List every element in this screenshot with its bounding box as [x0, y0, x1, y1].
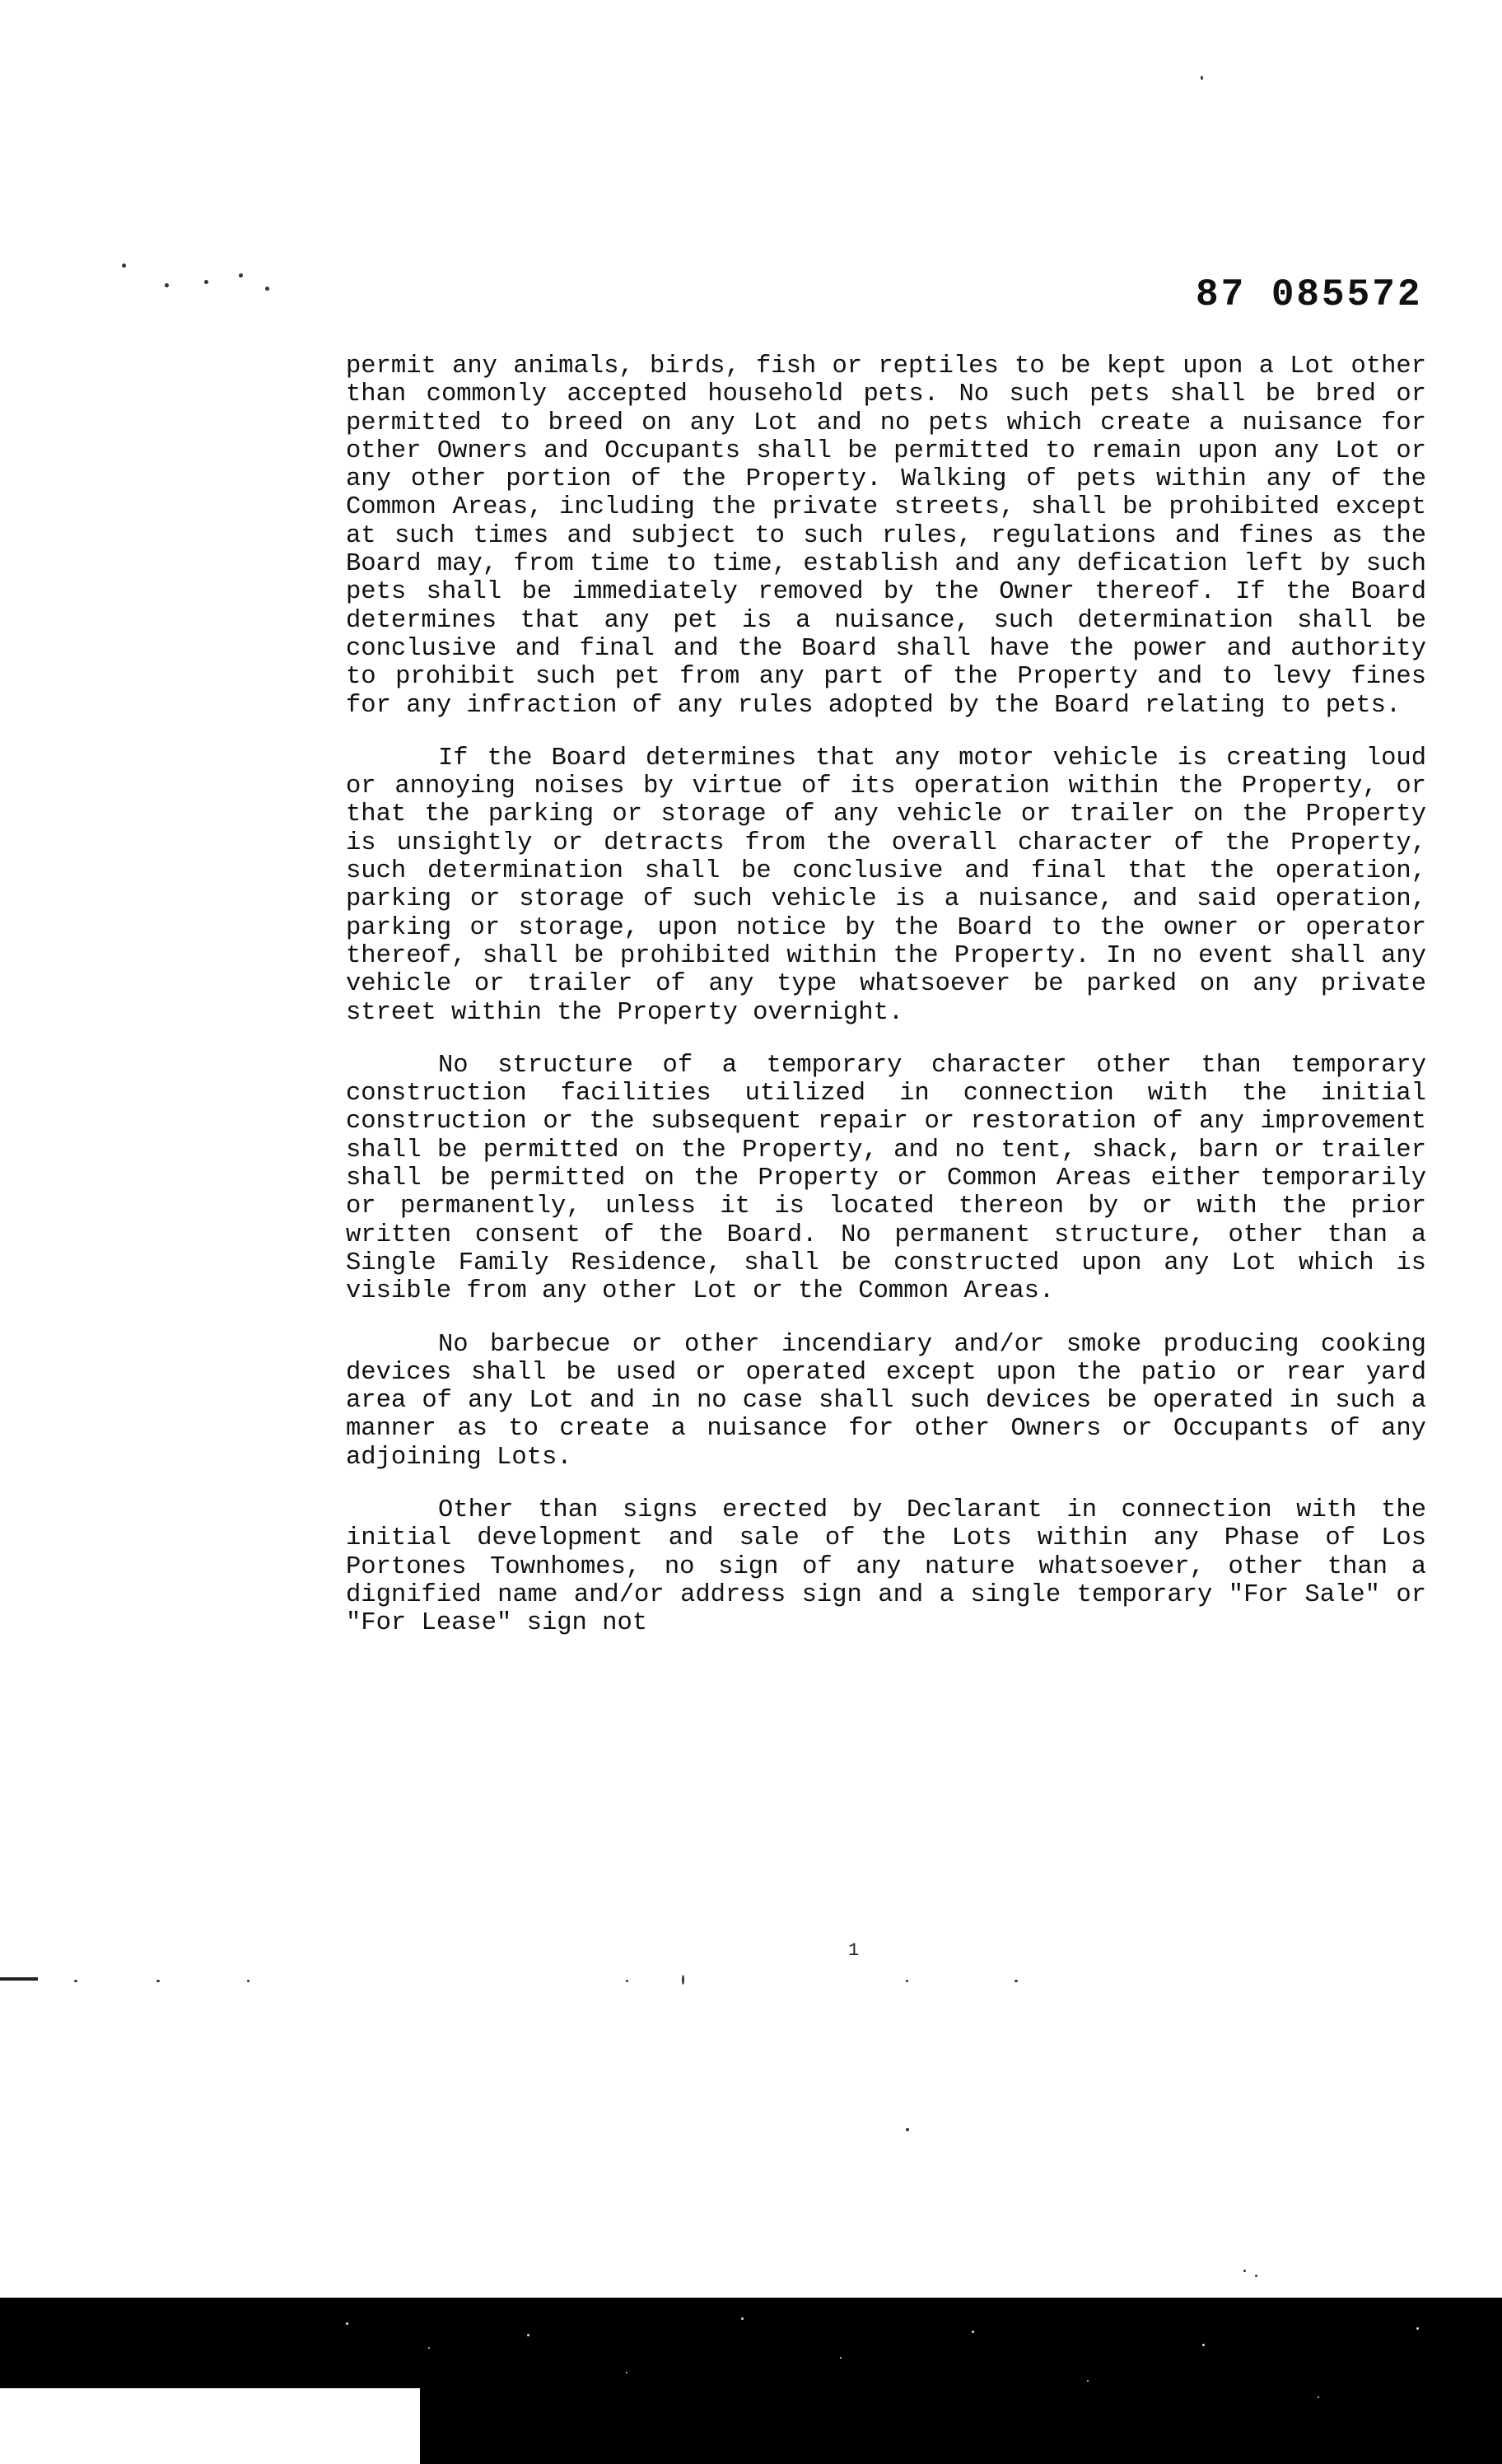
page-number: 1	[848, 1940, 860, 1961]
scan-noise	[741, 2317, 744, 2320]
scan-speck	[906, 1980, 908, 1982]
scan-speck	[165, 283, 169, 287]
scan-noise	[527, 2334, 529, 2336]
scan-speck	[239, 273, 243, 278]
scan-noise	[972, 2331, 974, 2333]
scan-speck	[204, 280, 208, 284]
scan-speck	[906, 2128, 909, 2131]
scan-noise	[1318, 2396, 1319, 2398]
paragraph-temporary-structures: No structure of a temporary character other than temporary construction facilities utilized in connection with the initial construction or the subsequent repair or restoration of any improvement shall be permitted on the Property, and no tent, shack, barn or trailer shall be permitted on the Property or Common Areas either temporarily or permanently, unless it is located thereon by or with the prior written consent of the Board. No permanent structure, other than a Single Family Residence, shall be constructed upon any Lot which is visible from any other Lot or the Common Areas.	[346, 1051, 1426, 1306]
scan-speck	[1201, 76, 1203, 80]
paragraph-barbecue: No barbecue or other incendiary and/or smoke producing cooking devices shall be used or operated except upon the patio or rear yard area of any Lot and in no case shall such devices be operated in such a manner as to create a nuisance for other Owners or Occupants of any adjoining Lots.	[346, 1330, 1426, 1472]
scan-speck	[626, 1980, 628, 1982]
scan-speck	[247, 1980, 250, 1982]
scan-noise	[840, 2357, 842, 2359]
scan-label-patch	[0, 2388, 420, 2464]
scan-noise	[1202, 2344, 1205, 2346]
scan-noise	[626, 2372, 627, 2373]
paragraph-motor-vehicles: If the Board determines that any motor vehicle is creating loud or annoying noises by virtue of its operation within the Property, or that the parking or storage of any vehicle or trailer on the Property is unsightly or detracts from the overall character of the Property, such determination shall be conclusive and final that the operation, parking or storage of such vehicle is a nuisance, and said operation, parking or storage, upon notice by the Board to the owner or operator thereof, shall be prohibited within the Property. In no event shall any vehicle or trailer of any type whatsoever be parked on any private street within the Property overnight.	[346, 744, 1426, 1027]
scan-speck	[682, 1975, 684, 1985]
paragraph-pets: permit any animals, birds, fish or reptiles to be kept upon a Lot other than commonly accepted household pets. No such pets shall be bred or permitted to breed on any Lot and no pets which create a nuisance for other Owners and Occupants shall be permitted to remain upon any Lot or any other portion of the Property. Walking of pets within any of the Common Areas, including the private streets, shall be prohibited except at such times and subject to such rules, regulations and fines as the Board may, from time to time, establish and any defication left by such pets shall be immediately removed by the Owner thereof. If the Board determines that any pet is a nuisance, such determination shall be conclusive and final and the Board shall have the power and authority to prohibit such pet from any part of the Property and to levy fines for any infraction of any rules adopted by the Board relating to pets.	[346, 352, 1426, 720]
paragraph-signs: Other than signs erected by Declarant in connection with the initial development and sale of the Lots within any Phase of Los Portones Townhomes, no sign of any nature whatsoever, other than a dignified name and/or address sign and a single temporary "For Sale" or "For Lease" sign not	[346, 1496, 1426, 1638]
scan-noise	[428, 2347, 430, 2349]
scan-speck	[122, 264, 126, 268]
scan-speck	[1243, 2270, 1246, 2272]
scan-artifact-line	[0, 1977, 38, 1981]
document-body	[346, 352, 1426, 1662]
document-number: 87 085572	[1196, 273, 1423, 316]
scan-speck	[1015, 1980, 1018, 1982]
scan-speck	[1255, 2275, 1257, 2277]
scan-noise	[346, 2322, 348, 2325]
scan-speck	[156, 1980, 160, 1982]
scan-speck	[74, 1980, 77, 1982]
scan-speck	[265, 287, 269, 291]
scan-noise	[1416, 2327, 1419, 2330]
scan-noise	[1087, 2380, 1089, 2382]
